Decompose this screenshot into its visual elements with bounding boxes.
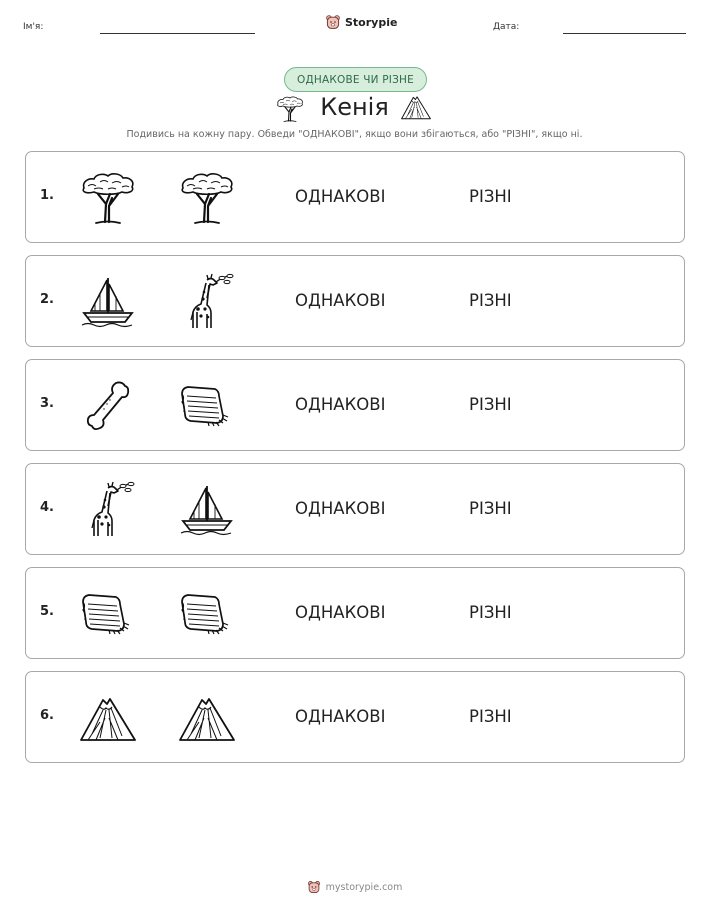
page-title: Кенія <box>320 93 389 121</box>
acacia-tree-icon <box>78 168 138 228</box>
question-number: 3. <box>40 396 54 411</box>
date-line[interactable] <box>563 33 686 34</box>
question-row <box>25 671 685 763</box>
name-label: Ім'я: <box>23 22 44 32</box>
blanket-icon <box>177 584 237 644</box>
same-option[interactable]: ОДНАКОВІ <box>295 603 386 622</box>
question-row <box>25 151 685 243</box>
question-list <box>25 151 685 775</box>
mountain-icon <box>78 688 138 748</box>
question-number: 6. <box>40 708 54 723</box>
instructions: Подивись на кожну пару. Обведи "ОДНАКОВІ", якщо вони збігаються, або "РІЗНІ", якщо ні. <box>126 129 583 140</box>
question-number: 5. <box>40 604 54 619</box>
different-option[interactable]: РІЗНІ <box>469 499 512 518</box>
question-row <box>25 463 685 555</box>
same-option[interactable]: ОДНАКОВІ <box>295 291 386 310</box>
footer-site[interactable]: mystorypie.com <box>325 881 403 893</box>
sailboat-icon <box>177 480 237 540</box>
blanket-icon <box>78 584 138 644</box>
bear-logo-icon <box>307 880 321 894</box>
bear-logo-icon <box>325 14 341 30</box>
acacia-tree-icon <box>177 168 237 228</box>
activity-badge: ОДНАКОВЕ ЧИ РІЗНЕ <box>284 67 427 92</box>
question-row <box>25 255 685 347</box>
brand-name: Storypie <box>345 15 398 29</box>
different-option[interactable]: РІЗНІ <box>469 187 512 206</box>
bone-icon <box>78 376 138 436</box>
question-number: 4. <box>40 500 54 515</box>
giraffe-icon <box>78 480 138 540</box>
brand-logo <box>325 14 397 30</box>
same-option[interactable]: ОДНАКОВІ <box>295 707 386 726</box>
same-option[interactable]: ОДНАКОВІ <box>295 499 386 518</box>
question-number: 1. <box>40 188 54 203</box>
date-label: Дата: <box>493 22 520 32</box>
different-option[interactable]: РІЗНІ <box>469 395 512 414</box>
giraffe-icon <box>177 272 237 332</box>
same-option[interactable]: ОДНАКОВІ <box>295 187 386 206</box>
different-option[interactable]: РІЗНІ <box>469 707 512 726</box>
blanket-icon <box>177 376 237 436</box>
name-line[interactable] <box>100 33 255 34</box>
same-option[interactable]: ОДНАКОВІ <box>295 395 386 414</box>
footer <box>0 880 709 894</box>
question-row <box>25 359 685 451</box>
mountain-icon <box>177 688 237 748</box>
mountain-icon <box>399 91 433 123</box>
question-row <box>25 567 685 659</box>
different-option[interactable]: РІЗНІ <box>469 291 512 310</box>
sailboat-icon <box>78 272 138 332</box>
different-option[interactable]: РІЗНІ <box>469 603 512 622</box>
question-number: 2. <box>40 292 54 307</box>
